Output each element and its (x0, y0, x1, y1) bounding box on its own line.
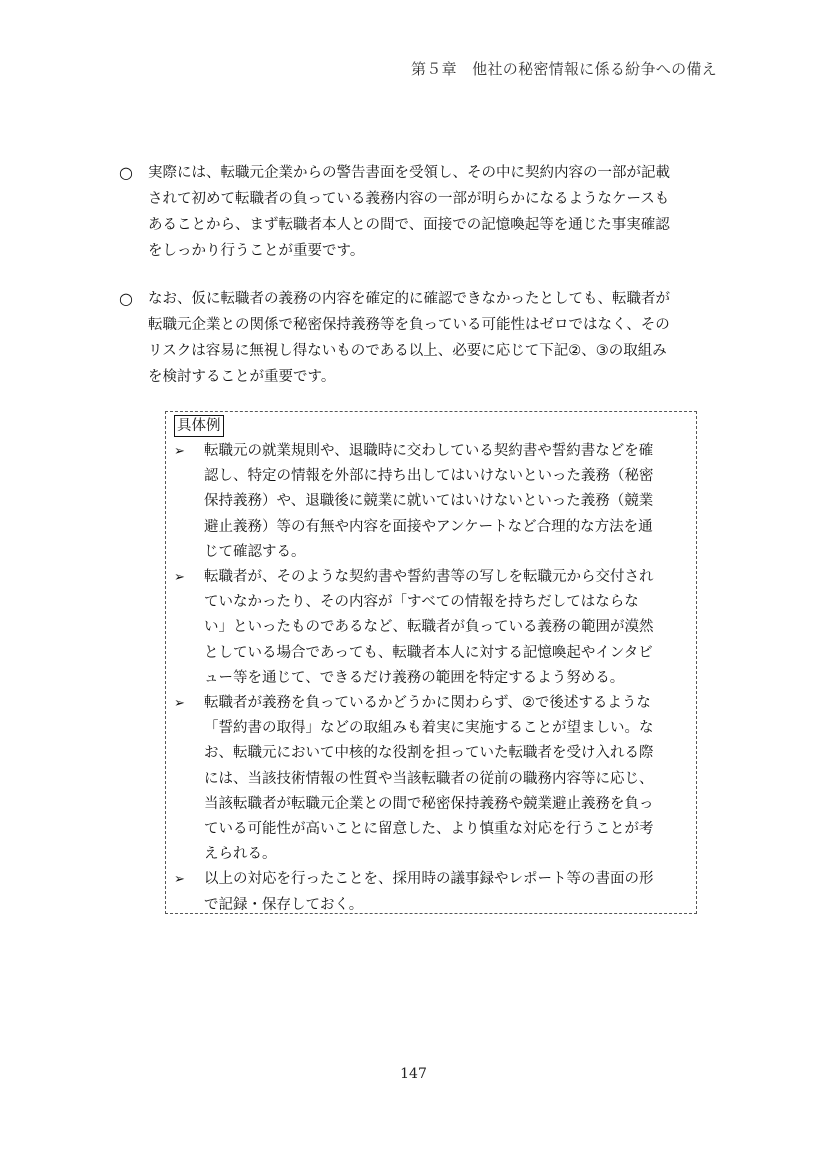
paragraph-line: を検討することが重要です。 (148, 369, 336, 385)
bullet-line: ュー等を通じて、できるだけ義務の範囲を特定するよう努める。 (204, 669, 625, 686)
bullet-line: 当該転職者が転職元企業との間で秘密保持義務や競業避止義務を負っ (204, 795, 654, 812)
example-box-title: 具体例 (174, 415, 224, 437)
bullet-line: お、転職元において中核的な役割を担っていた転職者を受け入れる際 (204, 745, 654, 762)
bullet-line: じて確認する。 (204, 543, 306, 560)
arrow-bullet-icon: ➢ (174, 570, 185, 586)
page-number: 147 (400, 1066, 427, 1082)
circle-bullet-icon: ○ (119, 289, 133, 308)
paragraph (119, 160, 709, 264)
example-bullet-item (174, 867, 694, 917)
paragraph-line: なお、仮に転職者の義務の内容を確定的に確認できなかったとしても、転職者が (148, 291, 670, 307)
bullet-line: 保持義務）や、退職後に競業に就いてはいけないといった義務（競業 (204, 493, 654, 510)
bullet-line: えられる。 (204, 846, 277, 863)
bullet-line: 転職者が、そのような契約書や誓約書等の写しを転職元から交付され (204, 569, 654, 586)
circle-bullet-icon: ○ (119, 163, 133, 182)
example-bullet-item (174, 565, 694, 691)
arrow-bullet-icon: ➢ (174, 872, 185, 888)
paragraph-line: 実際には、転職元企業からの警告書面を受領し、その中に契約内容の一部が記載 (148, 165, 670, 181)
example-bullet-item (174, 691, 694, 867)
bullet-line: 避止義務）等の有無や内容を面接やアンケートなど合理的な方法を通 (204, 518, 653, 535)
paragraph-line: をしっかり行うことが重要です。 (148, 243, 365, 259)
bullet-line: 転職者が義務を負っているかどうかに関わらず、②で後述するような (204, 695, 651, 712)
example-bullet-list (174, 439, 694, 918)
paragraph (119, 286, 709, 390)
chapter-header: 第５章 他社の秘密情報に係る紛争への備え (410, 60, 717, 78)
bullet-line: ている可能性が高いことに留意した、より慎重な対応を行うことが考 (204, 821, 654, 838)
bullet-line: としている場合であっても、転職者本人に対する記憶喚起やインタビ (204, 644, 653, 661)
example-bullet-item (174, 439, 694, 565)
bullet-line: 以上の対応を行ったことを、採用時の議事録やレポート等の書面の形 (204, 871, 654, 888)
bullet-line: ていなかったり、その内容が「すべての情報を持ちだしてはならな (204, 594, 639, 611)
paragraph-line: 転職元企業との関係で秘密保持義務等を負っている可能性はゼロではなく、その (148, 317, 670, 333)
arrow-bullet-icon: ➢ (174, 444, 185, 459)
bullet-line: い」といったものであるなど、転職者が負っている義務の範囲が漠然 (204, 619, 654, 636)
arrow-bullet-icon: ➢ (174, 696, 185, 712)
bullet-line: 認し、特定の情報を外部に持ち出してはいけないといった義務（秘密 (204, 468, 654, 485)
bullet-line: 「誓約書の取得」などの取組みも着実に実施することが望ましい。な (204, 720, 654, 737)
bullet-line: で記録・保存しておく。 (204, 896, 364, 913)
example-box (165, 411, 697, 914)
bullet-line: には、当該技術情報の性質や当該転職者の従前の職務内容等に応じ、 (204, 770, 654, 787)
paragraph-line: リスクは容易に無視し得ないものである以上、必要に応じて下記②、③の取組み (148, 343, 667, 359)
bullet-line: 転職元の就業規則や、退職時に交わしている契約書や誓約書などを確 (204, 443, 654, 459)
paragraph-line: されて初めて転職者の負っている義務内容の一部が明らかになるようなケースも (148, 191, 670, 207)
paragraph-line: あることから、まず転職者本人との間で、面接での記憶喚起等を通じた事実確認 (148, 217, 670, 233)
